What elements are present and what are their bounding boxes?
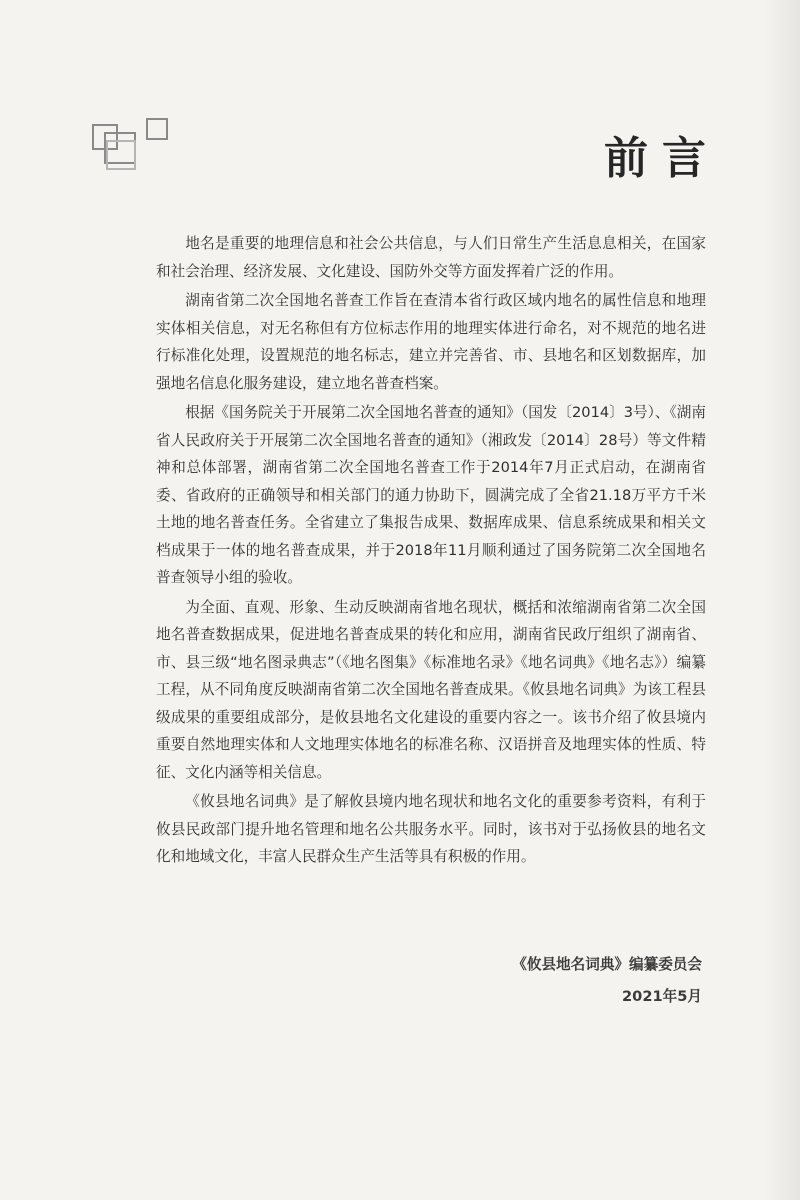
paragraph: 地名是重要的地理信息和社会公共信息，与人们日常生产生活息息相关，在国家和社会治理、经济发展、文化建设、国防外交等方面发挥着广泛的作用。	[156, 235, 706, 280]
decorative-square	[106, 140, 136, 170]
paragraph: 根据《国务院关于开展第二次全国地名普查的通知》（国发〔2014〕3号）、《湖南省人民政府关于开展第二次全国地名普查的通知》（湘政发〔2014〕28号）等文件精神和总体部署，湖南省第二次全国地名普查工作于2014年7月正式启动，在湖南省委、省政府的正确领导和相关部门的通力协助下，圆满完成了全省21.18万平方千米土地的地名普查任务。全省建立了集报告成果、数据库成果、信息系统成果和相关文档成果于一体的地名普查成果，并于2018年11月顺利通过了国务院第二次全国地名普查领导小组的验收。	[156, 404, 706, 586]
paragraph: 湖南省第二次全国地名普查工作旨在查清本省行政区域内地名的属性信息和地理实体相关信息，对无名称但有方位标志作用的地理实体进行命名，对不规范的地名进行标准化处理，设置规范的地名标志，建立并完善省、市、县地名和区划数据库，加强地名信息化服务建设，建立地名普查档案。	[156, 292, 706, 392]
publication-date: 2021年5月	[622, 988, 702, 1005]
page-title: 前言	[604, 133, 720, 184]
paragraph: 《攸县地名词典》是了解攸县境内地名现状和地名文化的重要参考资料，有利于攸县民政部门提升地名管理和地名公共服务水平。同时，该书对于弘扬攸县的地名文化和地域文化，丰富人民群众生产生活等具有积极的作用。	[156, 793, 706, 865]
editorial-committee-signature: 《攸县地名词典》编纂委员会	[512, 956, 702, 973]
preface-body	[156, 230, 706, 873]
decorative-square	[146, 118, 168, 140]
page-edge-shadow	[764, 0, 800, 1200]
paragraph: 为全面、直观、形象、生动反映湖南省地名现状，概括和浓缩湖南省第二次全国地名普查数据成果，促进地名普查成果的转化和应用，湖南省民政厅组织了湖南省、市、县三级“地名图录典志”（《地名图集》《标准地名录》《地名词典》《地名志》）编纂工程，从不同角度反映湖南省第二次全国地名普查成果。《攸县地名词典》为该工程县级成果的重要组成部分，是攸县地名文化建设的重要内容之一。该书介绍了攸县境内重要自然地理实体和人文地理实体地名的标准名称、汉语拼音及地理实体的性质、特征、文化内涵等相关信息。	[156, 598, 706, 781]
